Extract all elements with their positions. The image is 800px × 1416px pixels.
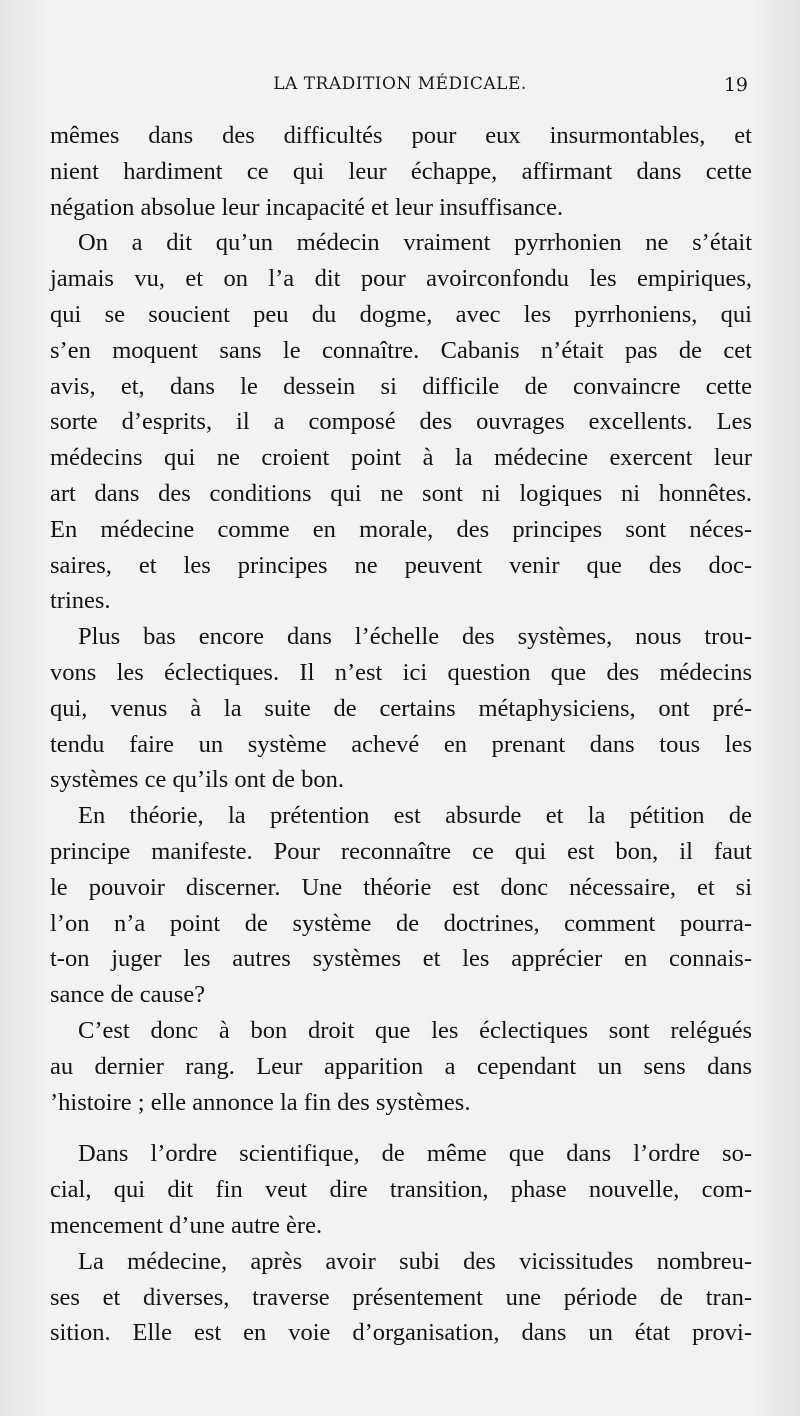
- section-gap: [50, 1120, 752, 1136]
- text-line: au dernier rang. Leur apparition a cependant un sens dans: [50, 1052, 752, 1080]
- text-line: médecins qui ne croient point à la médecine exercent leur: [50, 444, 752, 472]
- text-line: jamais vu, et on l’a dit pour avoirconfondu les empiriques,: [50, 265, 752, 293]
- text-line: La médecine, après avoir subi des vicissitudes nombreu-: [78, 1247, 752, 1275]
- text-line: On a dit qu’un médecin vraiment pyrrhonien ne s’était: [78, 229, 752, 257]
- text-line: ’histoire ; elle annonce la fin des systèmes.: [50, 1088, 471, 1116]
- text-line: saires, et les principes ne peuvent venir que des doc-: [50, 551, 752, 579]
- text-line: t-on juger les autres systèmes et les apprécier en connais-: [50, 945, 752, 973]
- text-line: mencement d’une autre ère.: [50, 1211, 323, 1239]
- text-line: mêmes dans des difficultés pour eux insurmontables, et: [50, 122, 752, 149]
- text-line: En médecine comme en morale, des principes sont néces-: [50, 515, 752, 543]
- text-line: principe manifeste. Pour reconnaître ce qui est bon, il faut: [50, 837, 752, 865]
- text-line: tendu faire un système achevé en prenant dans tous les: [50, 730, 752, 758]
- text-line: l’on n’a point de système de doctrines, comment pourra-: [50, 909, 752, 937]
- text-line: systèmes ce qu’ils ont de bon.: [50, 766, 344, 794]
- text-line: qui se soucient peu du dogme, avec les pyrrhoniens, qui: [50, 300, 752, 328]
- text-line: vons les éclectiques. Il n’est ici question que des médecins: [50, 658, 752, 686]
- text-line: Plus bas encore dans l’échelle des systèmes, nous trou-: [78, 623, 752, 651]
- text-line: nient hardiment ce qui leur échappe, affirmant dans cette: [50, 157, 752, 185]
- text-line: sorte d’esprits, il a composé des ouvrages excellents. Les: [50, 408, 752, 436]
- text-line: qui, venus à la suite de certains métaphysiciens, ont pré-: [50, 694, 752, 722]
- text-line: trines.: [50, 587, 111, 615]
- text-line: art dans des conditions qui ne sont ni logiques ni honnêtes.: [50, 479, 752, 507]
- text-line: le pouvoir discerner. Une théorie est donc nécessaire, et si: [50, 873, 752, 901]
- text-line: avis, et, dans le dessein si difficile de convaincre cette: [50, 372, 752, 400]
- running-header: [48, 74, 752, 104]
- text-line: Dans l’ordre scientifique, de même que dans l’ordre so-: [78, 1140, 752, 1168]
- text-line: sition. Elle est en voie d’organisation, dans un état provi-: [50, 1319, 752, 1347]
- text-line: En théorie, la prétention est absurde et la pétition de: [78, 802, 752, 830]
- page-number: 19: [723, 74, 748, 96]
- text-line: négation absolue leur incapacité et leur insuffisance.: [50, 193, 564, 221]
- text-line: cial, qui dit fin veut dire transition, phase nouvelle, com-: [50, 1176, 752, 1204]
- text-line: C’est donc à bon droit que les éclectiques sont relégués: [78, 1016, 752, 1044]
- text-line: ses et diverses, traverse présentement une période de tran-: [50, 1283, 752, 1311]
- text-line: s’en moquent sans le connaître. Cabanis n’était pas de cet: [50, 336, 752, 364]
- body-text: [50, 118, 752, 1351]
- running-title: LA TRADITION MÉDICALE.: [273, 74, 527, 94]
- text-line: sance de cause?: [50, 981, 206, 1009]
